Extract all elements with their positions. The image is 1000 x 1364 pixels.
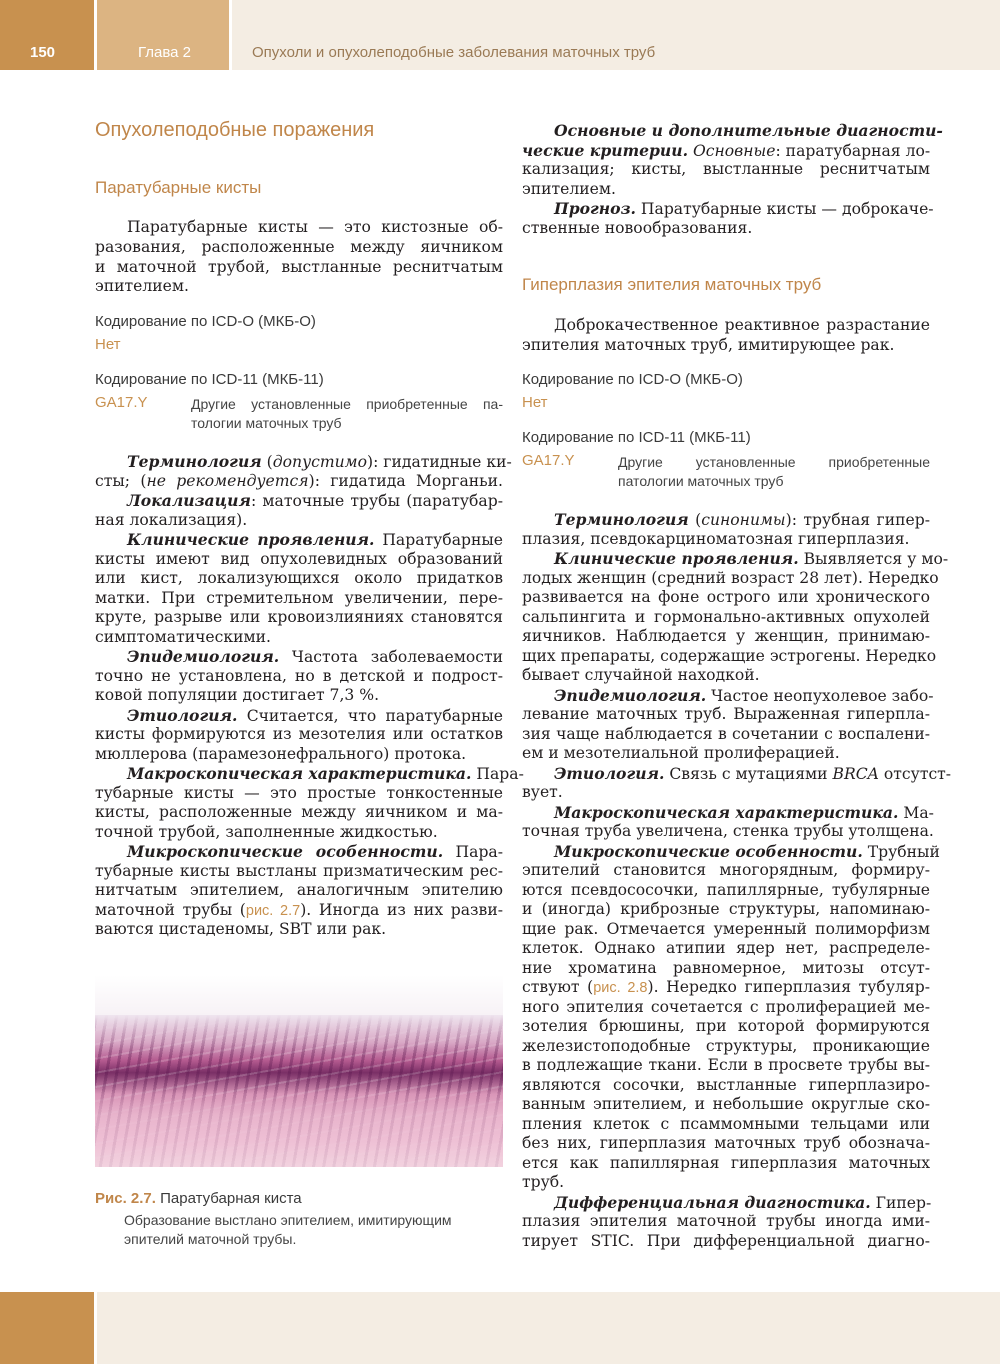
- body-line: плазия эпителия маточной трубы иногда ими-: [522, 1212, 930, 1230]
- intro-line: Доброкачественное реактивное разрастание: [554, 316, 930, 334]
- body-line: ческие критерии. Основные: паратубарная ло-: [522, 141, 931, 160]
- icd11-code: GA17.Y: [522, 452, 575, 469]
- intro-line: эпителием.: [95, 277, 189, 295]
- body-line: без них, гиперплазия маточных труб обознача-: [522, 1134, 930, 1152]
- body-line: сальпингита и гормонально-активных опухолей: [522, 608, 930, 626]
- body-line: эпителием.: [522, 180, 616, 198]
- body-line: щих препараты, содержащие эстрогены. Нередко: [522, 647, 937, 665]
- icdo-heading: Кодирование по ICD-O (МКБ-О): [522, 371, 743, 388]
- body-line: Дифференциальная диагностика. Гипер-: [554, 1193, 932, 1212]
- body-line: мюллерова (парамезонефрального) протока.: [95, 745, 467, 763]
- body-line: сты; (не рекомендуется): гидатида Морганьи.: [95, 472, 503, 490]
- body-line: левание маточных труб. Выраженная гиперпла-: [522, 705, 930, 723]
- body-line: Этиология. Связь с мутациями BRCA отсутст-: [554, 764, 952, 783]
- figure-2-7-link[interactable]: рис. 2.7: [245, 903, 301, 919]
- body-line: точная труба увеличена, стенка трубы утолщена.: [522, 822, 934, 840]
- chapter-label: Глава 2: [138, 44, 192, 61]
- body-line: развивается на фоне острого или хронического: [522, 588, 930, 606]
- body-line: матки. При стремительном увеличении, пере-: [95, 589, 503, 607]
- intro-line: эпителия маточных труб, имитирующее рак.: [522, 336, 895, 354]
- body-line: лодых женщин (средний возраст 28 лет). Нередко: [522, 569, 939, 587]
- body-line: вует.: [522, 783, 563, 801]
- body-line: бывает случайной находкой.: [522, 666, 760, 684]
- body-line: маточной трубы (рис. 2.7). Иногда из них разви-: [95, 901, 503, 919]
- body-line: щие рак. Отмечается умеренный полиморфизм: [522, 920, 930, 938]
- body-line: кализация; кисты, выстланные реснитчатым: [522, 160, 930, 178]
- body-line: пления клеток с псаммомными тельцами или: [522, 1115, 930, 1133]
- body-line: кисты имеют вид опухолевидных образований: [95, 550, 503, 568]
- body-line: ная локализация).: [95, 511, 248, 529]
- body-line: Клинические проявления. Паратубарные: [127, 530, 504, 549]
- body-line: Локализация: маточные трубы (паратубар-: [127, 491, 503, 510]
- body-line: симптоматическими.: [95, 628, 272, 646]
- body-line: кисты формируются из мезотелия или остатков: [95, 725, 503, 743]
- body-line: кисты, расположенные между яичником и ма-: [95, 803, 503, 821]
- figure-background: [95, 975, 503, 1015]
- body-line: ние хроматина равномерное, митозы отсут-: [522, 959, 930, 977]
- icd11-heading: Кодирование по ICD-11 (МКБ-11): [95, 371, 324, 388]
- body-line: Основные и дополнительные диагности-: [554, 121, 943, 140]
- body-line: нитчатым эпителием, аналогичным эпителию: [95, 881, 503, 899]
- body-line: Микроскопические особенности. Трубный: [554, 842, 940, 861]
- icd11-description: патологии маточных труб: [618, 473, 784, 489]
- body-line: Макроскопическая характеристика. Пара-: [127, 764, 524, 783]
- body-line: ем и мезотелиальной пролиферацией.: [522, 744, 840, 762]
- icdo-heading: Кодирование по ICD-O (МКБ-О): [95, 313, 316, 330]
- icd11-description: Другие установленные приобретенные па-: [191, 396, 503, 412]
- body-line: Этиология. Считается, что паратубарные: [127, 706, 503, 725]
- body-line: ется как папиллярная гиперплазия маточных: [522, 1154, 930, 1172]
- body-line: клеток. Однако атипии ядер нет, распределе-: [522, 939, 930, 957]
- body-line: тирует STIC. При дифференциальной диагно-: [522, 1232, 930, 1250]
- section-title: Опухолеподобные поражения: [95, 119, 375, 141]
- footer-band-left: [0, 1292, 94, 1364]
- body-line: тубарные кисты — это простые тонкостенные: [95, 784, 503, 802]
- intro-line: и маточной трубой, выстланные реснитчатым: [95, 258, 503, 276]
- body-line: круте, разрыве или кровоизлияниях становятся: [95, 608, 503, 626]
- body-line: Микроскопические особенности. Пара-: [127, 842, 504, 861]
- body-line: точной трубой, заполненные жидкостью.: [95, 823, 438, 841]
- body-line: Клинические проявления. Выявляется у мо-: [554, 549, 949, 568]
- footer-band-right: [97, 1292, 1000, 1364]
- icdo-value: Нет: [95, 336, 121, 353]
- figure-2-8-link[interactable]: рис. 2.8: [593, 980, 648, 996]
- figure-caption-title: Рис. 2.7. Паратубарная киста: [95, 1190, 302, 1207]
- body-line: труб.: [522, 1173, 565, 1191]
- body-line: зотелия брюшины, при которой формируются: [522, 1017, 930, 1035]
- body-line: железистоподобные структуры, проникающие: [522, 1037, 930, 1055]
- body-line: являются сосочки, выстланные гиперплазиро-: [522, 1076, 930, 1094]
- subsection-title-paratubal: Паратубарные кисты: [95, 178, 262, 197]
- body-line: ствуют (рис. 2.8). Нередко гиперплазия тубуляр-: [522, 978, 930, 996]
- intro-line: разования, расположенные между яичником: [95, 238, 503, 256]
- body-line: эпителий становится многорядным, формиру-: [522, 861, 930, 879]
- running-title: Опухоли и опухолеподобные заболевания маточных труб: [252, 44, 656, 61]
- body-line: ванным эпителием, и небольшие округлые ско-: [522, 1095, 930, 1113]
- body-line: тубарные кисты выстланы призматическим рес-: [95, 862, 503, 880]
- body-line: ются псевдососочки, папиллярные, тубулярные: [522, 881, 930, 899]
- body-line: яичников. Наблюдается у женщин, принимаю-: [522, 627, 930, 645]
- body-line: Макроскопическая характеристика. Ма-: [554, 803, 934, 822]
- body-line: Терминология (допустимо): гидатидные ки-: [127, 452, 512, 471]
- body-line: Эпидемиология. Частое неопухолевое забо-: [554, 686, 934, 705]
- body-line: точно не установлена, но в детской и подрост-: [95, 667, 503, 685]
- icd11-heading: Кодирование по ICD-11 (МКБ-11): [522, 429, 751, 446]
- histology-micrograph: [95, 1015, 503, 1167]
- body-line: ного эпителия сочетается с пролиферацией ме-: [522, 998, 930, 1016]
- icd11-description: тологии маточных труб: [191, 415, 342, 431]
- body-line: ковой популяции достигает 7,3 %.: [95, 686, 380, 704]
- intro-line: Паратубарные кисты — это кистозные об-: [127, 218, 503, 236]
- body-line: ственные новообразования.: [522, 219, 753, 237]
- page-number: 150: [30, 44, 56, 61]
- icd11-description: Другие установленные приобретенные: [618, 454, 930, 470]
- body-line: Эпидемиология. Частота заболеваемости: [127, 647, 503, 666]
- body-line: Прогноз. Паратубарные кисты — доброкаче-: [554, 199, 934, 218]
- figure-caption-description: Образование выстлано эпителием, имитирующим эпителий маточной трубы.: [124, 1212, 452, 1247]
- icd11-code: GA17.Y: [95, 394, 148, 411]
- body-line: или кист, локализующихся около придатков: [95, 569, 503, 587]
- icdo-value: Нет: [522, 394, 548, 411]
- subsection-title-hyperplasia: Гиперплазия эпителия маточных труб: [522, 275, 822, 294]
- body-line: ваются цистаденомы, SBT или рак.: [95, 920, 387, 938]
- body-line: Терминология (синонимы): трубная гипер-: [554, 510, 930, 529]
- body-line: и (иногда) криброзные структуры, напоминаю-: [522, 900, 930, 918]
- body-line: в подлежащие ткани. Если в просвете трубы вы-: [522, 1056, 930, 1074]
- body-line: зия чаще наблюдается в сочетании с воспалени-: [522, 725, 930, 743]
- body-line: плазия, псевдокарциноматозная гиперплазия.: [522, 530, 910, 548]
